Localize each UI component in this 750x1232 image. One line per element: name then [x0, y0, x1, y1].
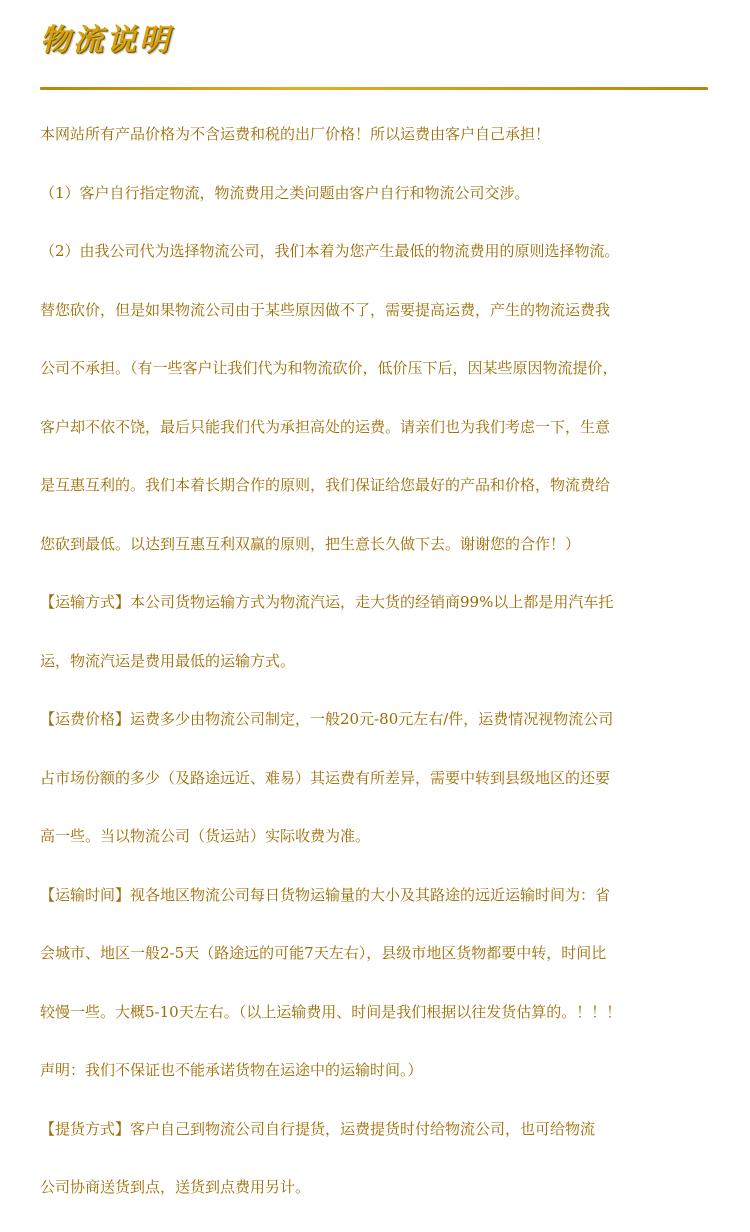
text-line: 较慢一些。大概5-10天左右。（以上运输费用、时间是我们根据以往发货估算的。！！！ — [40, 1002, 622, 1021]
text-line: 本网站所有产品价格为不含运费和税的出厂价格！所以运费由客户自己承担！ — [40, 125, 551, 143]
page-title: 物流说明 — [40, 23, 172, 58]
title-divider — [40, 87, 708, 90]
text-line: 【运费价格】运费多少由物流公司制定，一般20元-80元左右/件，运费情况视物流公司 — [40, 710, 614, 728]
text-line: 会城市、地区一般2-5天（路途远的可能7天左右），县级市地区货物都要中转，时间比 — [40, 944, 607, 962]
text-line: （1）客户自行指定物流，物流费用之类问题由客户自行和物流公司交涉。 — [40, 183, 530, 202]
text-line: 替您砍价，但是如果物流公司由于某些原因做不了，需要提高运费，产生的物流运费我 — [40, 300, 611, 319]
text-line: 声明：我们不保证也不能承诺货物在运途中的运输时间。） — [40, 1061, 423, 1079]
text-line: 占市场份额的多少（及路途远近、难易）其运费有所差异，需要中转到县级地区的还要 — [40, 768, 611, 787]
text-line: 【运输时间】视各地区物流公司每日货物运输量的大小及其路途的远近运输时间为：省 — [40, 885, 611, 904]
text-line: 【运输方式】本公司货物运输方式为物流汽运，走大货的经销商99%以上都是用汽车托 — [40, 593, 614, 611]
text-line: 您砍到最低。以达到互惠互利双赢的原则，把生意长久做下去。谢谢您的合作！） — [40, 534, 581, 553]
text-line: 公司协商送货到点，送货到点费用另计。 — [40, 1178, 311, 1196]
text-line: （2）由我公司代为选择物流公司，我们本着为您产生最低的物流费用的原则选择物流。 — [40, 242, 620, 260]
text-line: 【提货方式】客户自己到物流公司自行提货，运费提货时付给物流公司，也可给物流 — [40, 1119, 596, 1138]
text-line: 客户却不依不饶，最后只能我们代为承担高处的运费。请亲们也为我们考虑一下，生意 — [40, 417, 611, 436]
shipping-info-content — [40, 120, 716, 1232]
text-line: 公司不承担。（有一些客户让我们代为和物流砍价，低价压下后，因某些原因物流提价， — [40, 359, 618, 377]
text-line: 高一些。当以物流公司（货运站）实际收费为准。 — [40, 827, 371, 845]
text-line: 运，物流汽运是费用最低的运输方式。 — [40, 651, 296, 670]
text-line: 是互惠互利的。我们本着长期合作的原则，我们保证给您最好的产品和价格，物流费给 — [40, 476, 611, 494]
